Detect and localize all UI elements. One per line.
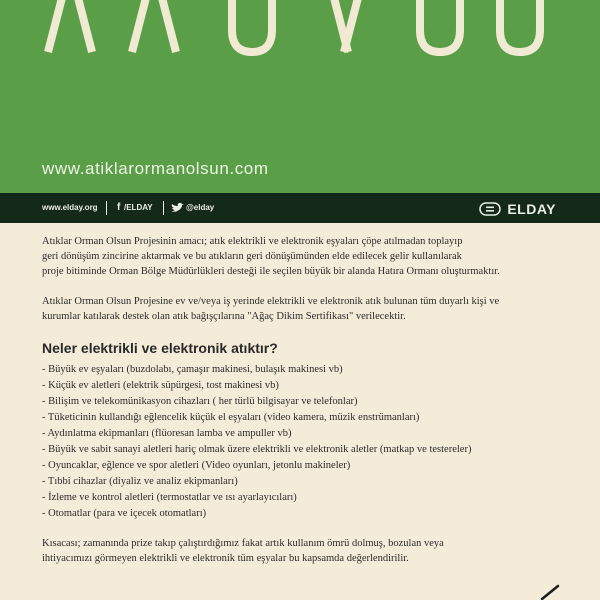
list-item: - İzleme ve kontrol aletleri (termostatlar ve ısı ayarlayıcıları) bbox=[42, 492, 297, 503]
list-item: - Otomatlar (para ve içecek otomatları) bbox=[42, 508, 207, 519]
main-content bbox=[42, 223, 587, 566]
list-item: - Küçük ev aletleri (elektrik süpürgesi, tost makinesi vb) bbox=[42, 380, 279, 391]
text-line: geri dönüşüm zincirine aktarmak ve bu atıkların geri dönüşümünden elde edilecek gelir kullanılarak bbox=[42, 251, 462, 262]
elday-logo bbox=[479, 202, 556, 216]
text-line: kurumlar katılarak destek olan atık bağışçılarına "Ağaç Dikim Sertifikası" verilecektir. bbox=[42, 311, 406, 322]
facebook-handle[interactable]: /ELDAY bbox=[124, 203, 153, 212]
list-item: - Bilişim ve telekomünikasyon cihazları ( her türlü bilgisayar ve telefonlar) bbox=[42, 396, 358, 407]
plug-icon bbox=[479, 202, 503, 216]
twitter-icon bbox=[171, 203, 184, 213]
twitter-handle[interactable]: @elday bbox=[186, 203, 215, 212]
list-item: - Tüketicinin kullandığı eğlencelik küçük el eşyaları (video kamera, müzik enstrümanları) bbox=[42, 412, 420, 423]
text-line: Atıklar Orman Olsun Projesinin amacı; atık elektrikli ve elektronik eşyaları çöpe atılmadan toplayıp bbox=[42, 236, 463, 247]
text-line: ihtiyacımızı görmeyen elektrikli ve elektronik tüm eşyalar bu kapsamda değerlendirilir. bbox=[42, 553, 409, 564]
section-heading: Neler elektrikli ve elektronik atıktır? bbox=[42, 340, 278, 356]
contact-bar bbox=[0, 193, 600, 223]
list-item: - Büyük ev eşyaları (buzdolabı, çamaşır makinesi, bulaşık makinesi vb) bbox=[42, 364, 343, 375]
site-link[interactable]: www.elday.org bbox=[42, 203, 98, 212]
divider bbox=[163, 201, 164, 215]
divider bbox=[106, 201, 107, 215]
pen-icon bbox=[540, 584, 560, 600]
logo-text: ELDAY bbox=[507, 201, 556, 217]
participation-paragraph bbox=[42, 294, 587, 324]
list-item: - Aydınlatma ekipmanları (flüoresan lamba ve ampuller vb) bbox=[42, 428, 292, 439]
text-line: proje bitiminde Orman Bölge Müdürlükleri desteği ile seçilen büyük bir alanda Hatıra Ormanı oluşturmaktır. bbox=[42, 266, 500, 277]
waste-list bbox=[42, 362, 587, 522]
decorative-lettering bbox=[0, 0, 600, 70]
text-line: Kısacası; zamanında prize takıp çalıştırdığımız fakat artık kullanım ömrü dolmuş, bozulan veya bbox=[42, 538, 444, 549]
intro-paragraph bbox=[42, 234, 587, 279]
list-item: - Büyük ve sabit sanayi aletleri hariç olmak üzere elektrikli ve elektronik aletler (matkap ve testereler) bbox=[42, 444, 472, 455]
header-banner bbox=[0, 0, 600, 193]
facebook-icon: f bbox=[117, 202, 121, 213]
list-item: - Oyuncaklar, eğlence ve spor aletleri (Video oyunları, jetonlu makineler) bbox=[42, 460, 351, 471]
text-line: Atıklar Orman Olsun Projesine ev ve/veya iş yerinde elektrikli ve elektronik atık bulunan tüm duyarlı kişi ve bbox=[42, 296, 500, 307]
website-url[interactable]: www.atiklarormanolsun.com bbox=[42, 159, 269, 178]
summary-paragraph bbox=[42, 536, 587, 566]
list-item: - Tıbbi cihazlar (diyaliz ve analiz ekipmanları) bbox=[42, 476, 238, 487]
